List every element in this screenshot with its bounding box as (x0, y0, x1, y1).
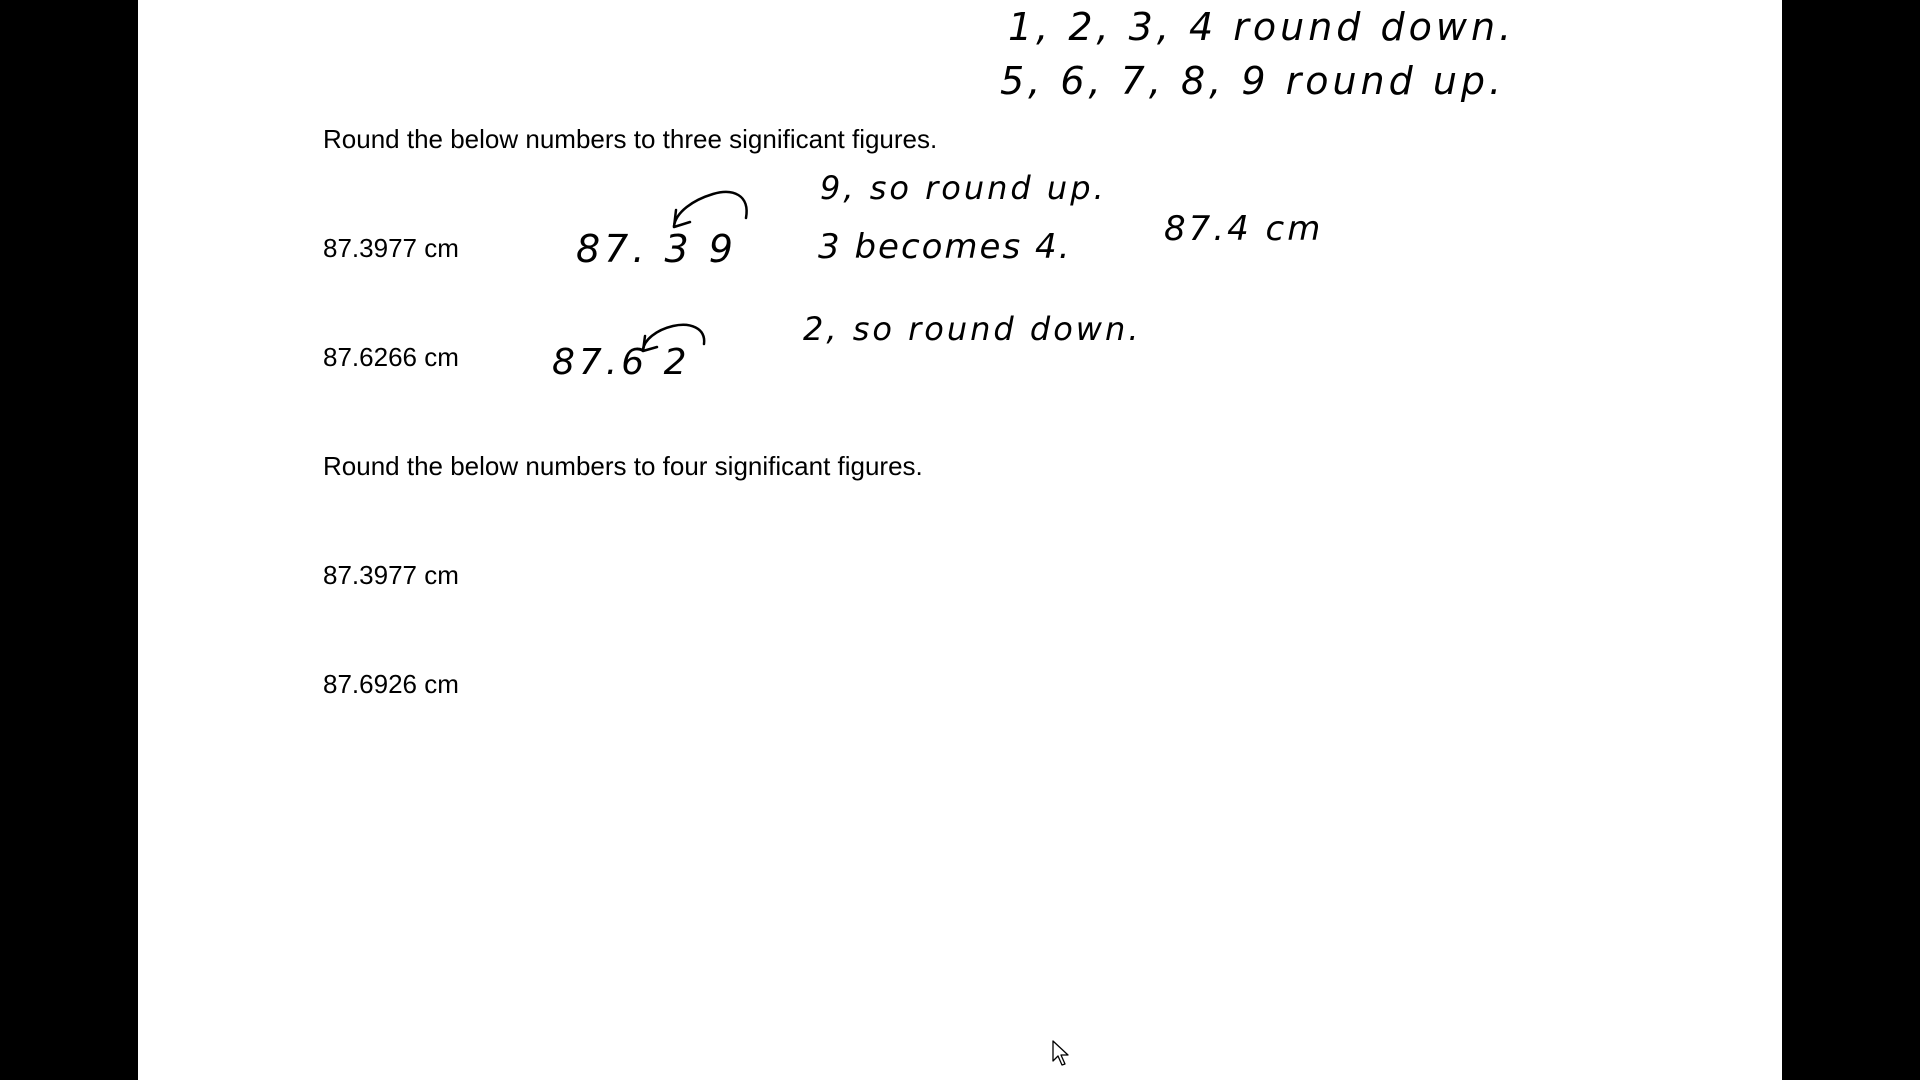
heading-three-sig-figs: Round the below numbers to three significant figures. (323, 124, 938, 154)
ink-layer (138, 0, 1782, 1080)
handwritten-row1-note-becomes: 3 becomes 4. (818, 227, 1072, 267)
number-row-1: 87.3977 cm (323, 233, 459, 263)
mouse-pointer-icon (1052, 1040, 1070, 1066)
handwritten-row1-note-round-up: 9, so round up. (820, 169, 1107, 207)
arrow-row1-head (674, 210, 690, 227)
number-row-3: 87.3977 cm (323, 560, 459, 590)
arrow-row1-curve (674, 192, 747, 226)
number-row-2: 87.6266 cm (323, 342, 459, 372)
slide-page (138, 0, 1782, 1080)
handwritten-row2-note-round-down: 2, so round down. (803, 310, 1142, 348)
handwritten-rule-round-down: 1, 2, 3, 4 round down. (1008, 5, 1516, 49)
handwritten-row2-work: 87.6 2 (552, 342, 691, 383)
number-row-4: 87.6926 cm (323, 669, 459, 699)
handwritten-row1-answer: 87.4 cm (1164, 209, 1324, 249)
handwritten-rule-round-up: 5, 6, 7, 8, 9 round up. (1000, 59, 1506, 103)
handwritten-row1-work: 87. 3 9 (576, 227, 737, 271)
heading-four-sig-figs: Round the below numbers to four significant figures. (323, 451, 923, 481)
